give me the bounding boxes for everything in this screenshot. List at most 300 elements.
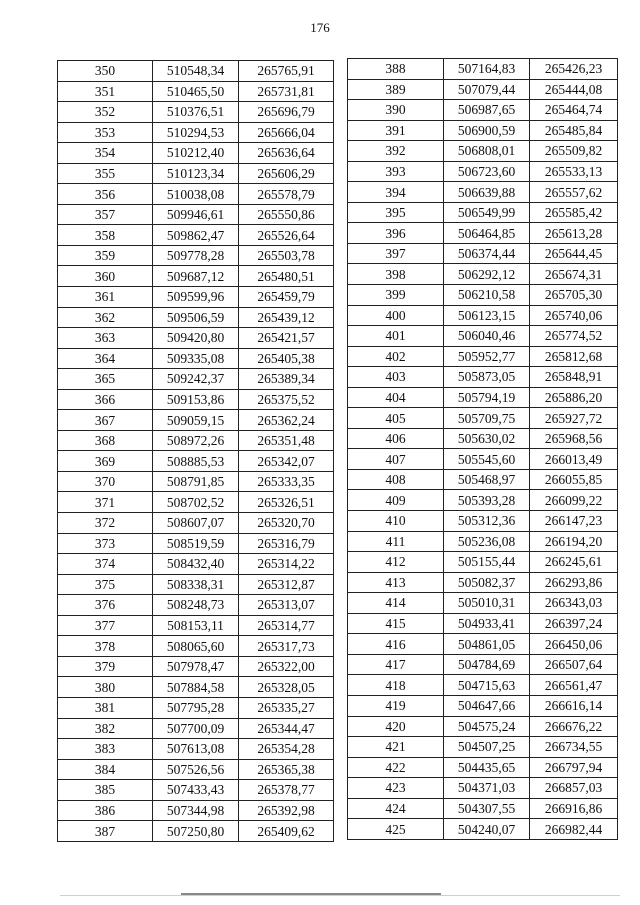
y-coordinate-cell: 265606,29	[239, 163, 334, 184]
table-body-right	[348, 59, 618, 840]
table-row	[348, 285, 618, 306]
table-row	[58, 533, 334, 554]
point-number-cell: 367	[58, 410, 153, 431]
point-number-cell: 353	[58, 122, 153, 143]
point-number-cell: 417	[348, 654, 444, 675]
x-coordinate-cell: 506900,59	[444, 120, 530, 141]
x-coordinate-cell: 508065,60	[153, 636, 239, 657]
x-coordinate-cell: 505794,19	[444, 387, 530, 408]
page-number: 176	[310, 20, 330, 35]
table-row	[348, 79, 618, 100]
y-coordinate-cell: 265320,70	[239, 513, 334, 534]
point-number-cell: 405	[348, 408, 444, 429]
y-coordinate-cell: 265585,42	[530, 202, 618, 223]
point-number-cell: 364	[58, 348, 153, 369]
y-coordinate-cell: 265509,82	[530, 141, 618, 162]
table-row	[348, 141, 618, 162]
table-row	[58, 369, 334, 390]
x-coordinate-cell: 509059,15	[153, 410, 239, 431]
x-coordinate-cell: 507164,83	[444, 59, 530, 80]
table-row	[58, 780, 334, 801]
point-number-cell: 382	[58, 718, 153, 739]
y-coordinate-cell: 265342,07	[239, 451, 334, 472]
x-coordinate-cell: 504371,03	[444, 778, 530, 799]
y-coordinate-cell: 265409,62	[239, 821, 334, 842]
y-coordinate-cell: 265740,06	[530, 305, 618, 326]
point-number-cell: 383	[58, 739, 153, 760]
table-row	[58, 102, 334, 123]
x-coordinate-cell: 508153,11	[153, 615, 239, 636]
y-coordinate-cell: 266147,23	[530, 511, 618, 532]
point-number-cell: 418	[348, 675, 444, 696]
x-coordinate-cell: 510376,51	[153, 102, 239, 123]
y-coordinate-cell: 265326,51	[239, 492, 334, 513]
point-number-cell: 407	[348, 449, 444, 470]
table-row	[58, 348, 334, 369]
y-coordinate-cell: 266734,55	[530, 737, 618, 758]
y-coordinate-cell: 265812,68	[530, 346, 618, 367]
table-row	[58, 389, 334, 410]
y-coordinate-cell: 265316,79	[239, 533, 334, 554]
point-number-cell: 399	[348, 285, 444, 306]
x-coordinate-cell: 509862,47	[153, 225, 239, 246]
x-coordinate-cell: 505312,36	[444, 511, 530, 532]
x-coordinate-cell: 505952,77	[444, 346, 530, 367]
point-number-cell: 388	[348, 59, 444, 80]
point-number-cell: 403	[348, 367, 444, 388]
point-number-cell: 357	[58, 204, 153, 225]
table-row	[58, 574, 334, 595]
x-coordinate-cell: 507433,43	[153, 780, 239, 801]
x-coordinate-cell: 506123,15	[444, 305, 530, 326]
table-row	[348, 490, 618, 511]
y-coordinate-cell: 266507,64	[530, 654, 618, 675]
x-coordinate-cell: 508972,26	[153, 430, 239, 451]
y-coordinate-cell: 265335,27	[239, 697, 334, 718]
y-coordinate-cell: 266343,03	[530, 593, 618, 614]
table-row	[348, 449, 618, 470]
table-row	[348, 593, 618, 614]
y-coordinate-cell: 265389,34	[239, 369, 334, 390]
x-coordinate-cell: 504575,24	[444, 716, 530, 737]
x-coordinate-cell: 506723,60	[444, 161, 530, 182]
table-row	[58, 61, 334, 82]
table-body-left	[58, 61, 334, 842]
table-row	[58, 554, 334, 575]
point-number-cell: 416	[348, 634, 444, 655]
table-row	[58, 471, 334, 492]
x-coordinate-cell: 506639,88	[444, 182, 530, 203]
point-number-cell: 401	[348, 326, 444, 347]
x-coordinate-cell: 505630,02	[444, 428, 530, 449]
y-coordinate-cell: 265644,45	[530, 243, 618, 264]
point-number-cell: 370	[58, 471, 153, 492]
table-row	[348, 223, 618, 244]
point-number-cell: 366	[58, 389, 153, 410]
table-row	[58, 287, 334, 308]
point-number-cell: 356	[58, 184, 153, 205]
x-coordinate-cell: 508338,31	[153, 574, 239, 595]
table-row	[348, 182, 618, 203]
y-coordinate-cell: 265421,57	[239, 328, 334, 349]
x-coordinate-cell: 507344,98	[153, 800, 239, 821]
y-coordinate-cell: 265365,38	[239, 759, 334, 780]
y-coordinate-cell: 265774,52	[530, 326, 618, 347]
x-coordinate-cell: 509420,80	[153, 328, 239, 349]
point-number-cell: 359	[58, 245, 153, 266]
table-row	[58, 821, 334, 842]
x-coordinate-cell: 507700,09	[153, 718, 239, 739]
y-coordinate-cell: 265613,28	[530, 223, 618, 244]
x-coordinate-cell: 505545,60	[444, 449, 530, 470]
y-coordinate-cell: 265968,56	[530, 428, 618, 449]
point-number-cell: 390	[348, 100, 444, 121]
x-coordinate-cell: 505010,31	[444, 593, 530, 614]
point-number-cell: 373	[58, 533, 153, 554]
y-coordinate-cell: 265354,28	[239, 739, 334, 760]
x-coordinate-cell: 505393,28	[444, 490, 530, 511]
x-coordinate-cell: 508519,59	[153, 533, 239, 554]
y-coordinate-cell: 265313,07	[239, 595, 334, 616]
y-coordinate-cell: 265405,38	[239, 348, 334, 369]
y-coordinate-cell: 265344,47	[239, 718, 334, 739]
x-coordinate-cell: 508791,85	[153, 471, 239, 492]
x-coordinate-cell: 509153,86	[153, 389, 239, 410]
y-coordinate-cell: 265378,77	[239, 780, 334, 801]
point-number-cell: 384	[58, 759, 153, 780]
x-coordinate-cell: 508248,73	[153, 595, 239, 616]
x-coordinate-cell: 507978,47	[153, 656, 239, 677]
coordinates-table-right	[347, 58, 618, 840]
table-row	[58, 328, 334, 349]
x-coordinate-cell: 509335,08	[153, 348, 239, 369]
y-coordinate-cell: 265557,62	[530, 182, 618, 203]
point-number-cell: 374	[58, 554, 153, 575]
x-coordinate-cell: 509946,61	[153, 204, 239, 225]
y-coordinate-cell: 265351,48	[239, 430, 334, 451]
point-number-cell: 352	[58, 102, 153, 123]
y-coordinate-cell: 266797,94	[530, 757, 618, 778]
x-coordinate-cell: 505709,75	[444, 408, 530, 429]
point-number-cell: 421	[348, 737, 444, 758]
x-coordinate-cell: 510294,53	[153, 122, 239, 143]
x-coordinate-cell: 509687,12	[153, 266, 239, 287]
point-number-cell: 386	[58, 800, 153, 821]
coordinates-table-left	[57, 60, 334, 842]
x-coordinate-cell: 510038,08	[153, 184, 239, 205]
point-number-cell: 400	[348, 305, 444, 326]
point-number-cell: 377	[58, 615, 153, 636]
x-coordinate-cell: 507884,58	[153, 677, 239, 698]
table-row	[348, 675, 618, 696]
table-row	[58, 451, 334, 472]
point-number-cell: 387	[58, 821, 153, 842]
point-number-cell: 423	[348, 778, 444, 799]
table-row	[58, 122, 334, 143]
y-coordinate-cell: 265485,84	[530, 120, 618, 141]
point-number-cell: 404	[348, 387, 444, 408]
point-number-cell: 415	[348, 613, 444, 634]
y-coordinate-cell: 266055,85	[530, 469, 618, 490]
point-number-cell: 411	[348, 531, 444, 552]
table-row	[348, 798, 618, 819]
table-row	[58, 245, 334, 266]
table-row	[58, 184, 334, 205]
table-row	[348, 243, 618, 264]
x-coordinate-cell: 509506,59	[153, 307, 239, 328]
y-coordinate-cell: 265480,51	[239, 266, 334, 287]
y-coordinate-cell: 265578,79	[239, 184, 334, 205]
table-row	[58, 410, 334, 431]
table-row	[348, 202, 618, 223]
x-coordinate-cell: 508607,07	[153, 513, 239, 534]
point-number-cell: 351	[58, 81, 153, 102]
y-coordinate-cell: 265392,98	[239, 800, 334, 821]
point-number-cell: 392	[348, 141, 444, 162]
point-number-cell: 413	[348, 572, 444, 593]
point-number-cell: 368	[58, 430, 153, 451]
point-number-cell: 369	[58, 451, 153, 472]
y-coordinate-cell: 265927,72	[530, 408, 618, 429]
point-number-cell: 361	[58, 287, 153, 308]
y-coordinate-cell: 265503,78	[239, 245, 334, 266]
y-coordinate-cell: 266245,61	[530, 552, 618, 573]
x-coordinate-cell: 508432,40	[153, 554, 239, 575]
y-coordinate-cell: 265362,24	[239, 410, 334, 431]
x-coordinate-cell: 510548,34	[153, 61, 239, 82]
scan-mark	[181, 893, 441, 895]
x-coordinate-cell: 504435,65	[444, 757, 530, 778]
y-coordinate-cell: 265459,79	[239, 287, 334, 308]
table-row	[348, 572, 618, 593]
table-row	[58, 697, 334, 718]
point-number-cell: 398	[348, 264, 444, 285]
y-coordinate-cell: 265439,12	[239, 307, 334, 328]
point-number-cell: 397	[348, 243, 444, 264]
table-row	[348, 305, 618, 326]
y-coordinate-cell: 265526,64	[239, 225, 334, 246]
table-row	[58, 143, 334, 164]
table-row	[58, 266, 334, 287]
y-coordinate-cell: 265674,31	[530, 264, 618, 285]
point-number-cell: 375	[58, 574, 153, 595]
x-coordinate-cell: 504784,69	[444, 654, 530, 675]
x-coordinate-cell: 505155,44	[444, 552, 530, 573]
point-number-cell: 380	[58, 677, 153, 698]
table-row	[348, 634, 618, 655]
x-coordinate-cell: 504240,07	[444, 819, 530, 840]
x-coordinate-cell: 505873,05	[444, 367, 530, 388]
table-row	[58, 800, 334, 821]
y-coordinate-cell: 266194,20	[530, 531, 618, 552]
point-number-cell: 376	[58, 595, 153, 616]
x-coordinate-cell: 506040,46	[444, 326, 530, 347]
point-number-cell: 412	[348, 552, 444, 573]
y-coordinate-cell: 265636,64	[239, 143, 334, 164]
table-row	[58, 307, 334, 328]
y-coordinate-cell: 265848,91	[530, 367, 618, 388]
table-row	[58, 615, 334, 636]
y-coordinate-cell: 265731,81	[239, 81, 334, 102]
table-row	[58, 718, 334, 739]
table-row	[58, 759, 334, 780]
table-row	[58, 225, 334, 246]
x-coordinate-cell: 506292,12	[444, 264, 530, 285]
point-number-cell: 395	[348, 202, 444, 223]
point-number-cell: 365	[58, 369, 153, 390]
table-row	[58, 513, 334, 534]
x-coordinate-cell: 509599,96	[153, 287, 239, 308]
point-number-cell: 378	[58, 636, 153, 657]
point-number-cell: 406	[348, 428, 444, 449]
y-coordinate-cell: 266099,22	[530, 490, 618, 511]
point-number-cell: 414	[348, 593, 444, 614]
x-coordinate-cell: 507613,08	[153, 739, 239, 760]
point-number-cell: 409	[348, 490, 444, 511]
table-row	[58, 636, 334, 657]
y-coordinate-cell: 265426,23	[530, 59, 618, 80]
table-row	[348, 264, 618, 285]
x-coordinate-cell: 507795,28	[153, 697, 239, 718]
y-coordinate-cell: 265464,74	[530, 100, 618, 121]
x-coordinate-cell: 506210,58	[444, 285, 530, 306]
y-coordinate-cell: 265696,79	[239, 102, 334, 123]
y-coordinate-cell: 265666,04	[239, 122, 334, 143]
x-coordinate-cell: 506987,65	[444, 100, 530, 121]
table-row	[348, 367, 618, 388]
table-row	[348, 737, 618, 758]
table-row	[58, 430, 334, 451]
x-coordinate-cell: 504307,55	[444, 798, 530, 819]
y-coordinate-cell: 265533,13	[530, 161, 618, 182]
table-row	[58, 656, 334, 677]
y-coordinate-cell: 265765,91	[239, 61, 334, 82]
x-coordinate-cell: 507250,80	[153, 821, 239, 842]
x-coordinate-cell: 506808,01	[444, 141, 530, 162]
table-row	[348, 819, 618, 840]
y-coordinate-cell: 266916,86	[530, 798, 618, 819]
point-number-cell: 385	[58, 780, 153, 801]
y-coordinate-cell: 265314,77	[239, 615, 334, 636]
table-row	[58, 492, 334, 513]
y-coordinate-cell: 266561,47	[530, 675, 618, 696]
y-coordinate-cell: 266450,06	[530, 634, 618, 655]
table-row	[348, 346, 618, 367]
x-coordinate-cell: 507079,44	[444, 79, 530, 100]
y-coordinate-cell: 265322,00	[239, 656, 334, 677]
x-coordinate-cell: 504933,41	[444, 613, 530, 634]
table-row	[348, 387, 618, 408]
table-row	[348, 695, 618, 716]
point-number-cell: 354	[58, 143, 153, 164]
table-row	[348, 778, 618, 799]
table-row	[348, 531, 618, 552]
point-number-cell: 410	[348, 511, 444, 532]
point-number-cell: 371	[58, 492, 153, 513]
x-coordinate-cell: 504861,05	[444, 634, 530, 655]
x-coordinate-cell: 510212,40	[153, 143, 239, 164]
x-coordinate-cell: 506374,44	[444, 243, 530, 264]
y-coordinate-cell: 265705,30	[530, 285, 618, 306]
table-row	[58, 739, 334, 760]
x-coordinate-cell: 506464,85	[444, 223, 530, 244]
table-row	[58, 595, 334, 616]
x-coordinate-cell: 504647,66	[444, 695, 530, 716]
x-coordinate-cell: 507526,56	[153, 759, 239, 780]
point-number-cell: 424	[348, 798, 444, 819]
table-row	[58, 163, 334, 184]
y-coordinate-cell: 266293,86	[530, 572, 618, 593]
y-coordinate-cell: 265375,52	[239, 389, 334, 410]
x-coordinate-cell: 509778,28	[153, 245, 239, 266]
point-number-cell: 394	[348, 182, 444, 203]
point-number-cell: 425	[348, 819, 444, 840]
point-number-cell: 381	[58, 697, 153, 718]
table-row	[348, 469, 618, 490]
y-coordinate-cell: 266676,22	[530, 716, 618, 737]
table-row	[58, 204, 334, 225]
point-number-cell: 396	[348, 223, 444, 244]
y-coordinate-cell: 265317,73	[239, 636, 334, 657]
point-number-cell: 379	[58, 656, 153, 677]
y-coordinate-cell: 265444,08	[530, 79, 618, 100]
table-row	[348, 552, 618, 573]
y-coordinate-cell: 266616,14	[530, 695, 618, 716]
y-coordinate-cell: 265333,35	[239, 471, 334, 492]
point-number-cell: 372	[58, 513, 153, 534]
x-coordinate-cell: 509242,37	[153, 369, 239, 390]
point-number-cell: 389	[348, 79, 444, 100]
y-coordinate-cell: 265314,22	[239, 554, 334, 575]
y-coordinate-cell: 266397,24	[530, 613, 618, 634]
y-coordinate-cell: 266982,44	[530, 819, 618, 840]
table-row	[58, 81, 334, 102]
x-coordinate-cell: 508702,52	[153, 492, 239, 513]
table-row	[348, 716, 618, 737]
table-row	[348, 654, 618, 675]
x-coordinate-cell: 504715,63	[444, 675, 530, 696]
y-coordinate-cell: 266013,49	[530, 449, 618, 470]
point-number-cell: 358	[58, 225, 153, 246]
page-bottom-edge	[60, 895, 620, 896]
point-number-cell: 408	[348, 469, 444, 490]
table-row	[348, 326, 618, 347]
x-coordinate-cell: 506549,99	[444, 202, 530, 223]
y-coordinate-cell: 265312,87	[239, 574, 334, 595]
x-coordinate-cell: 505082,37	[444, 572, 530, 593]
x-coordinate-cell: 510465,50	[153, 81, 239, 102]
x-coordinate-cell: 504507,25	[444, 737, 530, 758]
point-number-cell: 350	[58, 61, 153, 82]
y-coordinate-cell: 265886,20	[530, 387, 618, 408]
y-coordinate-cell: 266857,03	[530, 778, 618, 799]
x-coordinate-cell: 510123,34	[153, 163, 239, 184]
table-row	[348, 428, 618, 449]
table-row	[348, 613, 618, 634]
point-number-cell: 420	[348, 716, 444, 737]
table-row	[348, 59, 618, 80]
point-number-cell: 391	[348, 120, 444, 141]
point-number-cell: 363	[58, 328, 153, 349]
point-number-cell: 422	[348, 757, 444, 778]
table-row	[58, 677, 334, 698]
table-row	[348, 161, 618, 182]
point-number-cell: 419	[348, 695, 444, 716]
point-number-cell: 393	[348, 161, 444, 182]
point-number-cell: 360	[58, 266, 153, 287]
x-coordinate-cell: 508885,53	[153, 451, 239, 472]
point-number-cell: 362	[58, 307, 153, 328]
